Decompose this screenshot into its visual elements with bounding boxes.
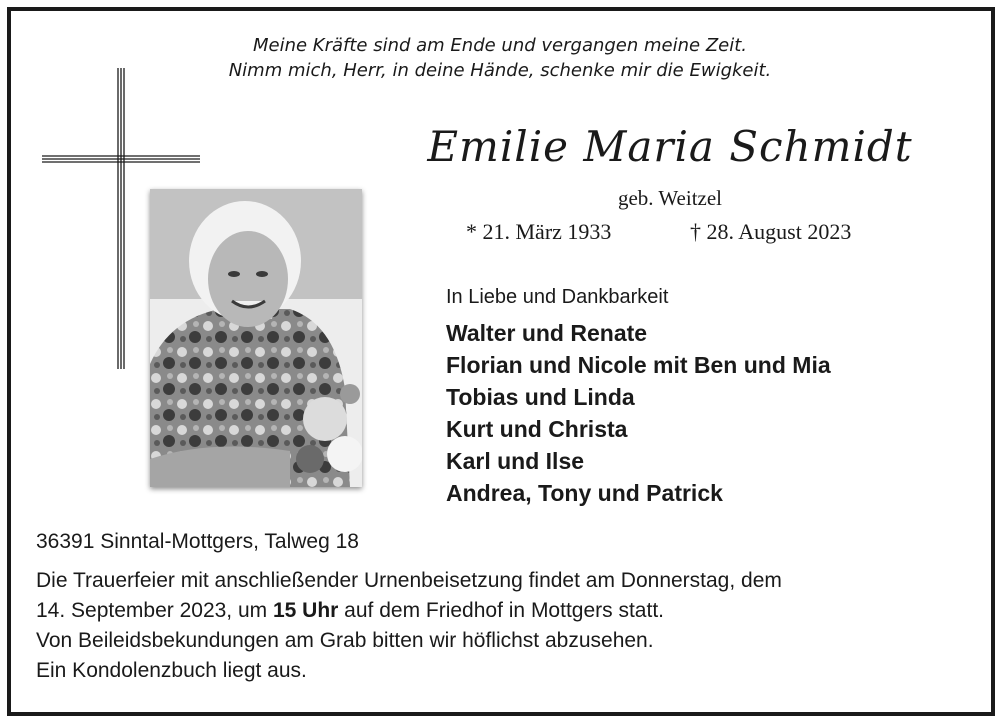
mourner-name: Florian und Nicole mit Ben und Mia [446, 352, 831, 378]
funeral-time: 15 Uhr [272, 599, 339, 622]
birth-name: geb. Weitzel [617, 186, 723, 210]
funeral-line-4: Ein Kondolenzbuch liegt aus. [36, 659, 307, 682]
funeral-line-3: Von Beileidsbekundungen am Grab bitten wir höflichst abzusehen. [36, 629, 654, 652]
mourner-name: Tobias und Linda [446, 384, 635, 410]
funeral-line-2 [36, 596, 664, 626]
mourners-intro: In Liebe und Dankbarkeit [446, 286, 669, 308]
verse-line-2: Nimm mich, Herr, in deine Hände, schenke mir die Ewigkeit. [228, 60, 772, 81]
mourner-name: Andrea, Tony und Patrick [446, 480, 723, 506]
death-date: † 28. August 2023 [690, 219, 852, 244]
deceased-name: Emilie Maria Schmidt [427, 122, 913, 171]
funeral-date: 14. September 2023, um [36, 599, 273, 622]
verse-line-1: Meine Kräfte sind am Ende und vergangen meine Zeit. [252, 35, 748, 56]
mourner-name: Kurt und Christa [446, 416, 628, 442]
funeral-place: auf dem Friedhof in Mottgers statt. [338, 599, 664, 622]
address: 36391 Sinntal-Mottgers, Talweg 18 [36, 530, 359, 553]
funeral-line-1: Die Trauerfeier mit anschließender Urnenbeisetzung findet am Donnerstag, dem [36, 569, 782, 592]
mourner-name: Walter und Renate [446, 320, 648, 346]
mourner-name: Karl und Ilse [446, 448, 585, 474]
portrait-photo [150, 189, 362, 487]
birth-date: * 21. März 1933 [466, 219, 612, 244]
